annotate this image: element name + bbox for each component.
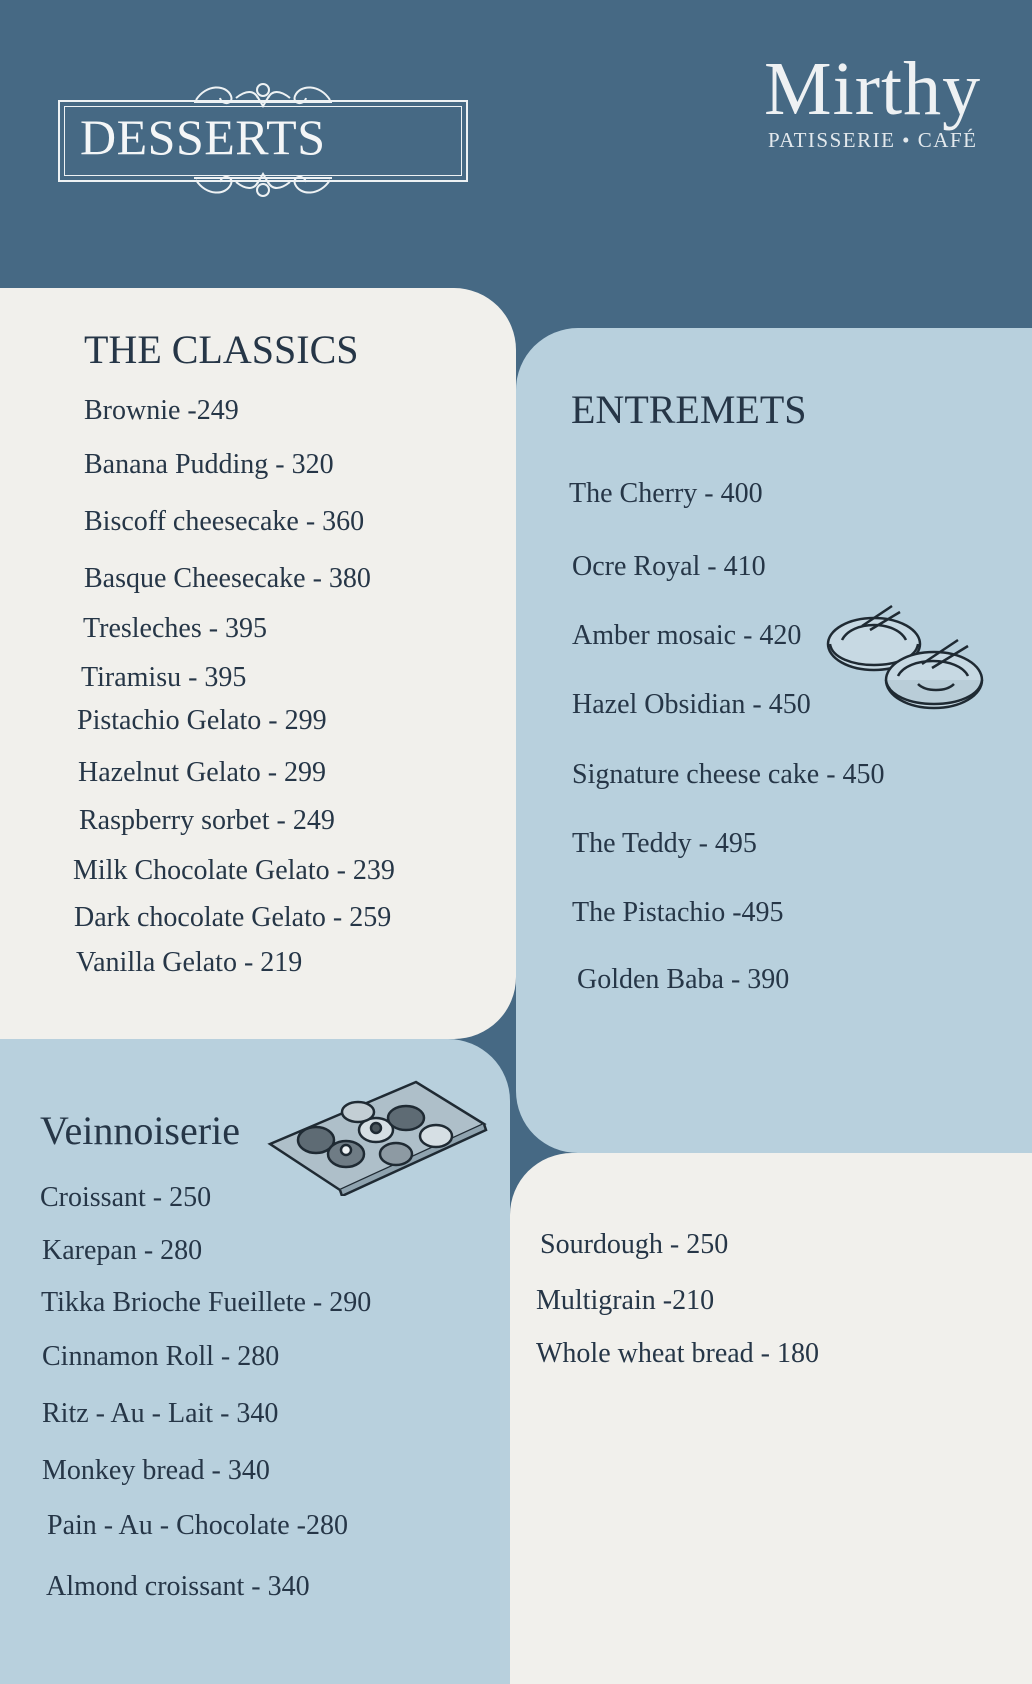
menu-item: Tiramisu - 395 [81, 662, 247, 693]
menu-item: Tresleches - 395 [83, 613, 268, 644]
menu-item: Biscoff cheesecake - 360 [84, 506, 365, 537]
menu-item: Hazel Obsidian - 450 [572, 689, 811, 720]
menu-item: Croissant - 250 [40, 1182, 212, 1213]
menu-item: The Teddy - 495 [572, 828, 757, 859]
page-title: DESSERTS [80, 109, 326, 165]
menu-item: Ocre Royal - 410 [572, 551, 766, 582]
brand-logo-name: Mirthy [764, 47, 982, 131]
menu-item: Karepan - 280 [42, 1235, 203, 1266]
menu-item: Sourdough - 250 [540, 1229, 729, 1260]
ornament-scroll-icon [186, 76, 340, 110]
menu-item: Multigrain -210 [536, 1285, 715, 1316]
brand-tagline: PATISSERIE • CAFÉ [768, 128, 978, 152]
tart-illustration-icon [822, 600, 984, 728]
menu-item: Signature cheese cake - 450 [572, 759, 885, 790]
menu-item: The Cherry - 400 [569, 478, 763, 509]
menu-item: Tikka Brioche Fueillete - 290 [41, 1287, 372, 1318]
menu-item: Raspberry sorbet - 249 [79, 805, 335, 836]
menu-item: Vanilla Gelato - 219 [76, 947, 303, 978]
menu-item: Monkey bread - 340 [42, 1455, 270, 1486]
menu-item: Ritz - Au - Lait - 340 [42, 1398, 279, 1429]
menu-item: Cinnamon Roll - 280 [42, 1341, 280, 1372]
menu-item: Amber mosaic - 420 [572, 620, 802, 651]
ornament-scroll-icon [186, 170, 340, 204]
menu-item: Whole wheat bread - 180 [536, 1338, 819, 1369]
menu-item: Banana Pudding - 320 [84, 449, 334, 480]
menu-item: Basque Cheesecake - 380 [84, 563, 371, 594]
menu-item: Almond croissant - 340 [46, 1571, 310, 1602]
entremets-heading: ENTREMETS [571, 387, 807, 432]
menu-item: Dark chocolate Gelato - 259 [74, 902, 392, 933]
menu-item: Golden Baba - 390 [577, 964, 790, 995]
menu-item: Hazelnut Gelato - 299 [78, 757, 327, 788]
menu-item: Milk Chocolate Gelato - 239 [73, 855, 395, 886]
menu-item: Pain - Au - Chocolate -280 [47, 1510, 348, 1541]
sushi-platter-illustration-icon [266, 1074, 488, 1196]
menu-item: Pistachio Gelato - 299 [77, 705, 327, 736]
entremets-panel [516, 328, 1032, 1153]
menu-item: Brownie -249 [84, 395, 239, 426]
viennoiserie-heading: Veinnoiserie [40, 1108, 240, 1153]
classics-heading: THE CLASSICS [84, 327, 359, 372]
menu-item: The Pistachio -495 [572, 897, 784, 928]
